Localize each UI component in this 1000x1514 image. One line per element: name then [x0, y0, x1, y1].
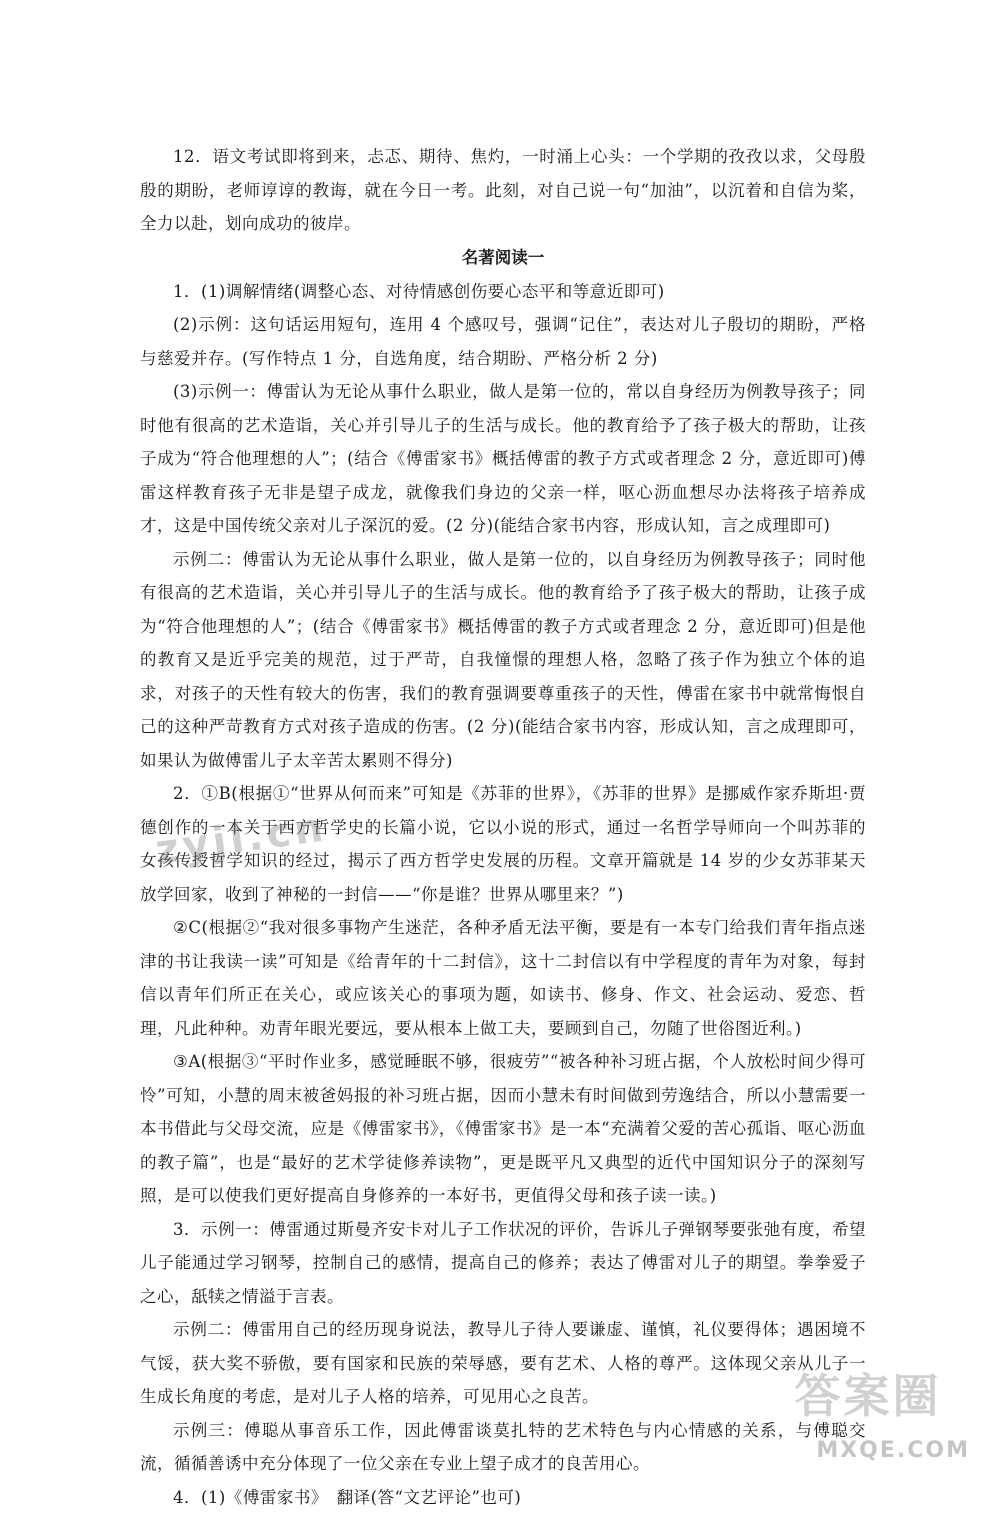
section-title: 名著阅读一: [140, 241, 866, 275]
answer-3-example-2: 示例二：傅雷用自己的经历现身说法，教导儿子待人要谦虚、谨慎，礼仪要得体；遇困境不气馁，获大奖不骄傲，要有国家和民族的荣辱感，要有艺术、人格的尊严。这体现父亲从儿子一生成长角度的考虑，是对儿子人格的培养，可见用心之良苦。: [140, 1313, 866, 1414]
answer-3-example-1: 3．示例一：傅雷通过斯曼齐安卡对儿子工作状况的评价，告诉儿子弹钢琴要张弛有度，希望儿子能通过学习钢琴，控制自己的感情，提高自己的修养；表达了傅雷对儿子的期望。拳拳爱子之心，舐犊之情溢于言表。: [140, 1213, 866, 1314]
answer-2-1: 2．①B(根据①“世界从何而来”可知是《苏菲的世界》，《苏菲的世界》是挪威作家乔斯坦·贾德创作的一本关于西方哲学史的长篇小说，它以小说的形式，通过一名哲学导师向一个叫苏菲的女孩传授哲学知识的经过，揭示了西方哲学史发展的历程。文章开篇就是 14 岁的少女苏菲某天放学回家，收到了神秘的一封信——“你是谁？世界从哪里来？”): [140, 777, 866, 911]
watermark-mid: zyjl.cn: [153, 804, 330, 874]
answer-12: 12．语文考试即将到来，忐忑、期待、焦灼，一时涌上心头：一个学期的孜孜以求，父母殷殷的期盼，老师谆谆的教诲，就在今日一考。此刻，对自己说一句“加油”，以沉着和自信为桨，全力以赴，划向成功的彼岸。: [140, 140, 866, 241]
watermark-url: MXQE.COM: [816, 1438, 970, 1463]
answer-1-3-example-2: 示例二：傅雷认为无论从事什么职业，做人是第一位的，以自身经历为例教导孩子；同时他有很高的艺术造诣，关心并引导儿子的生活与成长。他的教育给予了孩子极大的帮助，让孩子成为“符合他理想的人”；(结合《傅雷家书》概括傅雷的教子方式或者理念 2 分，意近即可)但是他的教育又是近乎完美的规范，过于严苛，自我憧憬的理想人格，忽略了孩子作为独立个体的追求，对孩子的天性有较大的伤害，我们的教育强调要尊重孩子的天性，傅雷在家书中就常悔恨自己的这种严苛教育方式对孩子造成的伤害。(2 分)(能结合家书内容，形成认知，言之成理即可，如果认为做傅雷儿子太辛苦太累则不得分): [140, 543, 866, 778]
answer-3-example-3: 示例三：傅聪从事音乐工作，因此傅雷谈莫扎特的艺术特色与内心情感的关系，与傅聪交流，循循善诱中充分体现了一位父亲在专业上望子成才的良苦用心。: [140, 1414, 866, 1481]
answer-1-2: (2)示例：这句话运用短句，连用 4 个感叹号，强调“记住”，表达对儿子殷切的期盼，严格与慈爱并存。(写作特点 1 分，自选角度，结合期盼、严格分析 2 分): [140, 308, 866, 375]
answer-4-1: 4．(1)《傅雷家书》 翻译(答“文艺评论”也可): [140, 1481, 866, 1514]
watermark-logo-icon: 答案圈: [758, 1353, 978, 1433]
answer-1-1: 1．(1)调解情绪(调整心态、对待情感创伤要心态平和等意近即可): [140, 275, 866, 309]
answer-2-2: ②C(根据②“我对很多事物产生迷茫，各种矛盾无法平衡，要是有一本专门给我们青年指点迷津的书让我读一读”可知是《给青年的十二封信》，这十二封信以有中学程度的青年为对象，每封信以青年们所正在关心，或应该关心的事项为题，如读书、修身、作文、社会运动、爱恋、哲理，凡此种种。劝青年眼光要远，要从根本上做工夫，要顾到自己，勿随了世俗图近利。): [140, 911, 866, 1045]
answer-2-3: ③A(根据③“平时作业多，感觉睡眠不够，很疲劳”“被各种补习班占据，个人放松时间少得可怜”可知，小慧的周末被爸妈报的补习班占据，因而小慧未有时间做到劳逸结合，所以小慧需要一本书借此与父母交流，应是《傅雷家书》，《傅雷家书》是一本“充满着父爱的苦心孤诣、呕心沥血的教子篇”，也是“最好的艺术学徒修养读物”，更是既平凡又典型的近代中国知识分子的深刻写照，是可以使我们更好提高自身修养的一本好书，更值得父母和孩子读一读。): [140, 1045, 866, 1213]
answer-1-3-example-1: (3)示例一：傅雷认为无论从事什么职业，做人是第一位的，常以自身经历为例教导孩子；同时他有很高的艺术造诣，关心并引导儿子的生活与成长。他的教育给予了孩子极大的帮助，让孩子成为“符合他理想的人”；(结合《傅雷家书》概括傅雷的教子方式或者理念 2 分，意近即可)傅雷这样教育孩子无非是望子成龙，就像我们身边的父亲一样，呕心沥血想尽办法将孩子培养成才，这是中国传统父亲对儿子深沉的爱。(2 分)(能结合家书内容，形成认知，言之成理即可): [140, 375, 866, 543]
